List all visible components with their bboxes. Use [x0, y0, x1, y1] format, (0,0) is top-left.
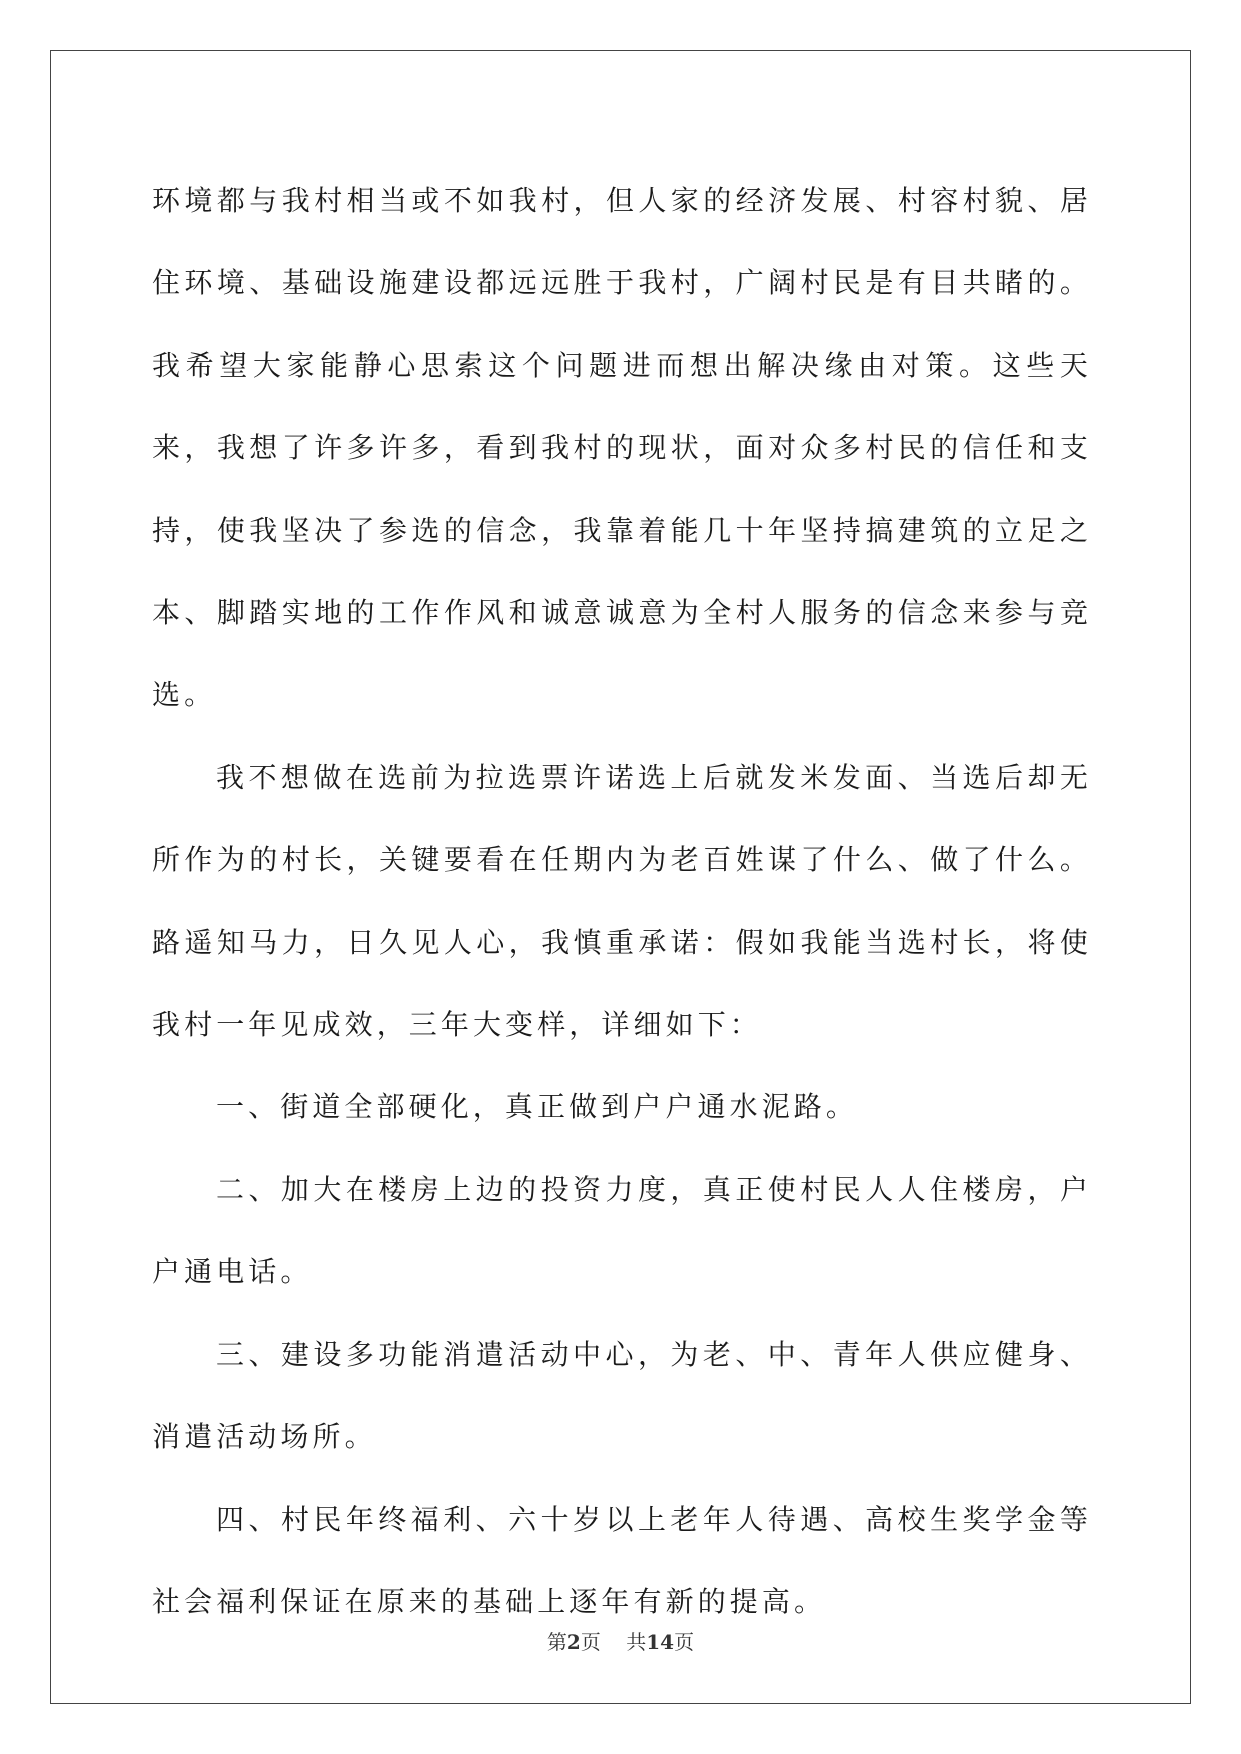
paragraph-5: 三、建设多功能消遣活动中心，为老、中、青年人供应健身、消遣活动场所。 [152, 1337, 1092, 1454]
total-prefix: 共 [626, 1630, 647, 1654]
paragraph-1: 环境都与我村相当或不如我村，但人家的经济发展、村容村貌、居住环境、基础设施建设都远远胜于我村，广阔村民是有目共睹的。我希望大家能静心思索这个问题进而想出解决缘由对策。这些天来，我想了许多许多，看到我村的现状，面对众多村民的信任和支持，使我坚决了参选的信念，我靠着能几十年坚持搞建筑的立足之本、脚踏实地的工作作风和诚意诚意为全村人服务的信念来参与竞选。 [152, 184, 1092, 712]
total-unit: 页 [674, 1630, 695, 1654]
page-prefix: 第 [546, 1630, 567, 1654]
page-current: 2 [566, 1630, 581, 1654]
document-body [152, 160, 1092, 1643]
paragraph-4: 二、加大在楼房上边的投资力度，真正使村民人人住楼房，户户通电话。 [152, 1172, 1092, 1289]
page-total: 14 [646, 1630, 675, 1654]
paragraph-2: 我不想做在选前为拉选票许诺选上后就发米发面、当选后却无所作为的村长，关键要看在任期内为老百姓谋了什么、做了什么。路遥知马力，日久见人心，我慎重承诺：假如我能当选村长，将使我村一年见成效，三年大变样，详细如下： [152, 760, 1092, 1042]
page-unit: 页 [580, 1630, 601, 1654]
paragraph-6: 四、村民年终福利、六十岁以上老年人待遇、高校生奖学金等社会福利保证在原来的基础上逐年有新的提高。 [152, 1502, 1092, 1618]
page-footer [0, 1626, 1241, 1655]
paragraph-3: 一、街道全部硬化，真正做到户户通水泥路。 [216, 1090, 859, 1124]
